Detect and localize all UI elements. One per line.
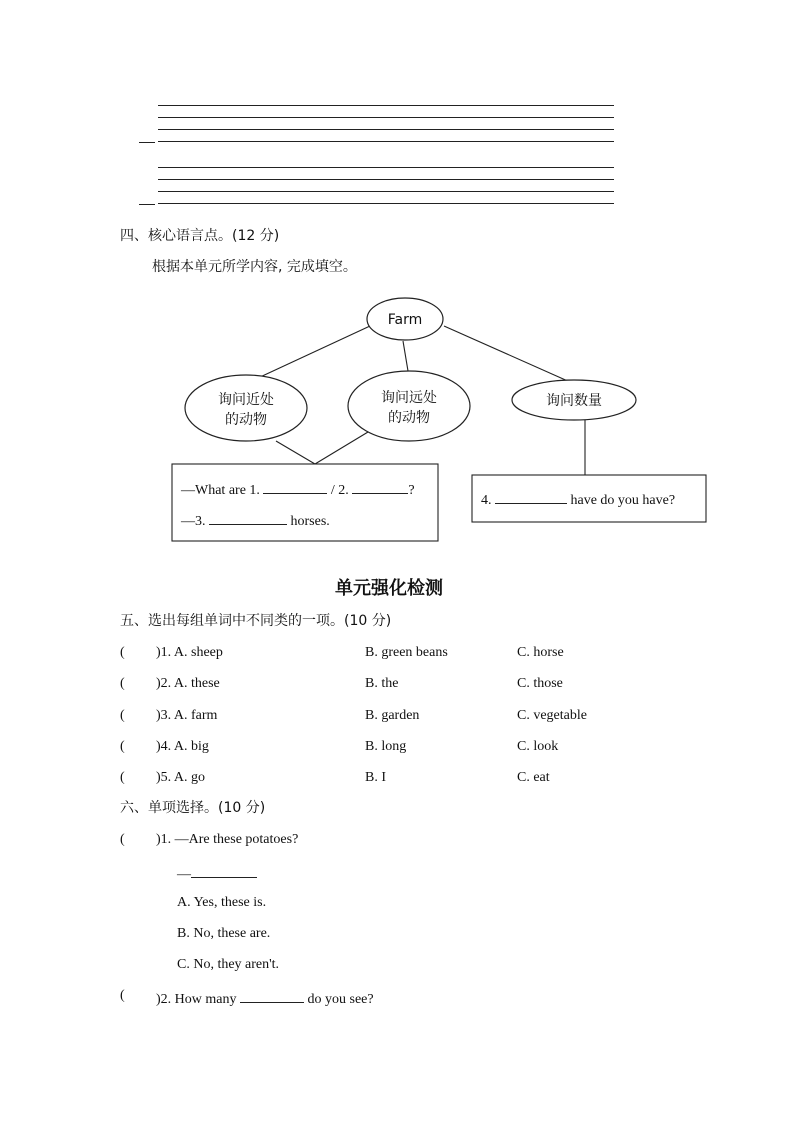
option-a: )4. A. big bbox=[156, 739, 209, 754]
answer-line bbox=[177, 863, 257, 883]
blank-2[interactable] bbox=[352, 479, 408, 494]
stem-part-b: do you see? bbox=[307, 992, 374, 1007]
blank-4[interactable] bbox=[495, 489, 567, 504]
option-b: B. long bbox=[365, 739, 407, 754]
blank-how-many[interactable] bbox=[240, 988, 304, 1003]
answer-paren[interactable]: ( bbox=[120, 676, 125, 691]
text-have-do-you-have: have do you have? bbox=[570, 493, 676, 508]
question-stem bbox=[156, 988, 374, 1008]
answer-dash: — bbox=[177, 867, 191, 882]
option-b: B. I bbox=[365, 770, 386, 785]
stem-part-a: )2. How many bbox=[156, 992, 237, 1007]
section-6-heading: 六、单项选择。(10 分) bbox=[120, 800, 266, 816]
text-horses: horses. bbox=[290, 514, 330, 529]
option-a: A. Yes, these is. bbox=[177, 895, 267, 910]
connector-line bbox=[444, 326, 570, 382]
option-c: C. No, they aren't. bbox=[177, 957, 280, 972]
section-5-heading: 五、选出每组单词中不同类的一项。(10 分) bbox=[120, 613, 392, 629]
option-c: C. vegetable bbox=[517, 708, 587, 723]
option-a: )2. A. these bbox=[156, 676, 220, 691]
unit-test-title: 单元强化检测 bbox=[335, 578, 443, 599]
option-a: )5. A. go bbox=[156, 770, 205, 785]
box-left-line-2 bbox=[181, 510, 330, 530]
node-far-label-1: 询问远处 bbox=[381, 390, 437, 406]
answer-paren[interactable]: ( bbox=[120, 832, 125, 847]
option-b: B. garden bbox=[365, 708, 420, 723]
blank-1[interactable] bbox=[263, 479, 327, 494]
answer-paren[interactable]: ( bbox=[120, 645, 125, 660]
section-4-heading: 四、核心语言点。(12 分) bbox=[120, 228, 280, 244]
text-what-are: —What are 1. bbox=[181, 483, 260, 498]
node-farm-label: Farm bbox=[387, 312, 423, 328]
option-b: B. the bbox=[365, 676, 399, 691]
text-4: 4. bbox=[481, 493, 492, 508]
node-near-label-1: 询问近处 bbox=[218, 392, 274, 408]
option-c: C. look bbox=[517, 739, 559, 754]
node-near-label-2: 的动物 bbox=[225, 412, 267, 428]
node-ask-far-animals bbox=[348, 371, 470, 441]
box-left-line-1 bbox=[181, 479, 415, 499]
node-ask-near-animals bbox=[185, 375, 307, 441]
text-question-mark: ? bbox=[408, 483, 415, 498]
node-far-label-2: 的动物 bbox=[388, 410, 430, 426]
node-count-label: 询问数量 bbox=[546, 393, 602, 409]
blank-answer[interactable] bbox=[191, 863, 257, 878]
text-3: —3. bbox=[181, 514, 206, 529]
section-4-instruction: 根据本单元所学内容, 完成填空。 bbox=[152, 259, 357, 275]
connector-line bbox=[403, 341, 408, 371]
blank-3[interactable] bbox=[209, 510, 287, 525]
mindmap-diagram bbox=[0, 0, 794, 560]
connector-line bbox=[258, 326, 370, 378]
option-c: C. horse bbox=[517, 645, 564, 660]
question-stem: )1. —Are these potatoes? bbox=[156, 832, 299, 847]
text-slash-2: / 2. bbox=[330, 483, 349, 498]
option-a: )3. A. farm bbox=[156, 708, 218, 723]
option-c: C. those bbox=[517, 676, 563, 691]
connector-line bbox=[315, 432, 368, 464]
answer-paren[interactable]: ( bbox=[120, 770, 125, 785]
connector-line bbox=[276, 441, 315, 464]
option-c: C. eat bbox=[517, 770, 550, 785]
option-b: B. green beans bbox=[365, 645, 448, 660]
box-right-line bbox=[481, 489, 675, 509]
answer-paren[interactable]: ( bbox=[120, 708, 125, 723]
answer-paren[interactable]: ( bbox=[120, 988, 125, 1003]
answer-paren[interactable]: ( bbox=[120, 739, 125, 754]
option-b: B. No, these are. bbox=[177, 926, 271, 941]
option-a: )1. A. sheep bbox=[156, 645, 223, 660]
